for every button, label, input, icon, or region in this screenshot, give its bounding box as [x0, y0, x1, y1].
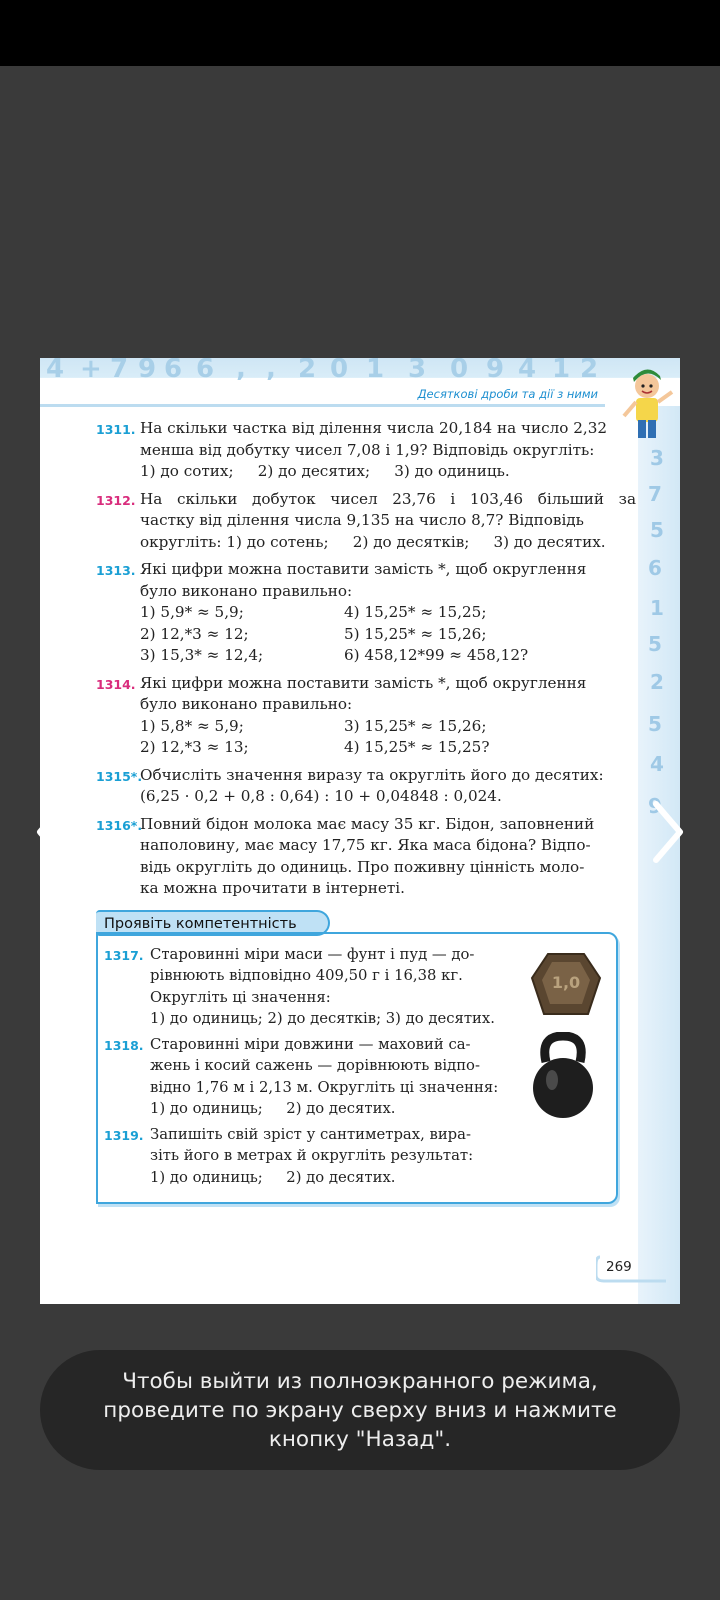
task-text: Округліть ці значення: [150, 988, 331, 1006]
task-1312 [96, 489, 636, 554]
task-number: 1315*. [96, 768, 143, 784]
task-text: 1) до сотих; 2) до десятих; 3) до одиниць. [140, 462, 510, 480]
task-text: На скільки частка від ділення числа 20,184 на число 2,32 [140, 419, 608, 437]
page-number-text: 269 [606, 1259, 632, 1275]
task-1317 [104, 944, 504, 1030]
task-text: Старовинні міри довжини — маховий са- [150, 1035, 471, 1053]
task-text: частку від ділення числа 9,135 на число 8,7? Відповідь [140, 511, 584, 529]
task-text: відь округліть до одиниць. Про поживну цінність моло- [140, 857, 585, 876]
option: 1) 5,8* ≈ 5,9; [140, 716, 244, 735]
task-number: 1316*. [96, 817, 143, 833]
section-title: Десяткові дроби та дії з ними [417, 387, 598, 401]
task-text: 1) до одиниць; 2) до десятків; 3) до десятих. [150, 1010, 495, 1027]
task-text: наполовину, має масу 17,75 кг. Яка маса бідона? Відпо- [140, 836, 591, 854]
task-text: рівнюють відповідно 409,50 г і 16,38 кг. [150, 967, 463, 984]
task-text: На скільки добуток чисел 23,76 і 103,46 більший за [140, 489, 636, 508]
textbook-page [40, 358, 680, 1304]
task-text: округліть: 1) до сотень; 2) до десятків; 3) до десятих. [140, 532, 606, 551]
option: 2) 12,*3 ≈ 12; [140, 624, 249, 643]
task-text: зіть його в метрах й округліть результат: [150, 1147, 474, 1164]
task-text: було виконано правильно: [140, 581, 353, 600]
toast-text: проведите по экрану сверху вниз и нажмите [103, 1397, 617, 1423]
task-number: 1313. [96, 563, 136, 578]
kettlebell-icon [530, 1032, 596, 1122]
option: 3) 15,3* ≈ 12,4; [140, 646, 264, 664]
task-list [96, 418, 636, 1204]
weight-funt-icon [528, 948, 604, 1024]
task-number: 1317. [104, 947, 144, 963]
option: 4) 15,25* ≈ 15,25; [344, 603, 487, 621]
task-text: менша від добутку чисел 7,08 і 1,9? Відповідь округліть: [140, 440, 595, 459]
task-text: 1) до одиниць; 2) до десятих. [150, 1100, 396, 1117]
option: 4) 15,25* ≈ 15,25? [344, 738, 490, 756]
task-number: 1312. [96, 492, 136, 508]
option: 3) 15,25* ≈ 15,26; [344, 716, 487, 735]
task-text: Які цифри можна поставити замість *, щоб округлення [140, 560, 587, 578]
competence-box [96, 932, 618, 1204]
next-page-icon[interactable] [648, 798, 688, 866]
side-decoration: 3 7 5 6 1 5 2 5 4 9 [638, 406, 680, 1304]
task-1316 [96, 814, 636, 900]
header-decoration: 4 + 7 9 6 6 , , 2 0 1 3 0 9 4 1 2 [46, 358, 599, 380]
task-1318 [104, 1034, 504, 1120]
page-header [40, 358, 680, 414]
option: 6) 458,12*99 ≈ 458,12? [344, 646, 529, 664]
page-number [596, 1255, 666, 1285]
task-1311 [96, 418, 636, 483]
option: 5) 15,25* ≈ 15,26; [344, 624, 487, 643]
task-text: Обчисліть значення виразу та округліть його до десятих: [140, 765, 604, 784]
task-text: було виконано правильно: [140, 695, 353, 713]
fullscreen-toast [40, 1350, 680, 1470]
task-text: жень і косий сажень — дорівнюють відпо- [150, 1057, 480, 1074]
task-text: Повний бідон молока має масу 35 кг. Бідон, заповнений [140, 814, 595, 833]
task-number: 1318. [104, 1037, 144, 1053]
option: 1) 5,9* ≈ 5,9; [140, 603, 244, 621]
task-text: ка можна прочитати в інтернеті. [140, 879, 405, 897]
task-1314 [96, 673, 636, 759]
weight-label: 1,0 [551, 972, 581, 992]
task-text: Старовинні міри маси — фунт і пуд — до- [150, 945, 475, 963]
option: 2) 12,*3 ≈ 13; [140, 738, 249, 756]
task-text: Запишіть свій зріст у сантиметрах, вира- [150, 1125, 471, 1143]
task-options [140, 602, 636, 667]
header-rule [40, 404, 605, 407]
status-bar [0, 0, 720, 66]
task-number: 1311. [96, 422, 136, 437]
task-text: 1) до одиниць; 2) до десятих. [150, 1168, 396, 1186]
task-1313 [96, 559, 636, 667]
toast-text: Чтобы выйти из полноэкранного режима, [122, 1368, 598, 1394]
toast-text: кнопку "Назад". [268, 1426, 452, 1452]
competence-heading: Проявіть компетентність [96, 910, 330, 936]
previous-page-icon[interactable] [32, 798, 72, 866]
task-text: (6,25 · 0,2 + 0,8 : 0,64) : 10 + 0,04848 : 0,024. [140, 787, 502, 805]
task-options [140, 716, 636, 759]
task-1319 [104, 1124, 504, 1189]
task-1315 [96, 765, 636, 808]
task-text: Які цифри можна поставити замість *, щоб округлення [140, 673, 587, 692]
task-number: 1314. [96, 676, 136, 692]
task-text: відно 1,76 м і 2,13 м. Округліть ці значення: [150, 1078, 499, 1096]
task-number: 1319. [104, 1127, 144, 1143]
